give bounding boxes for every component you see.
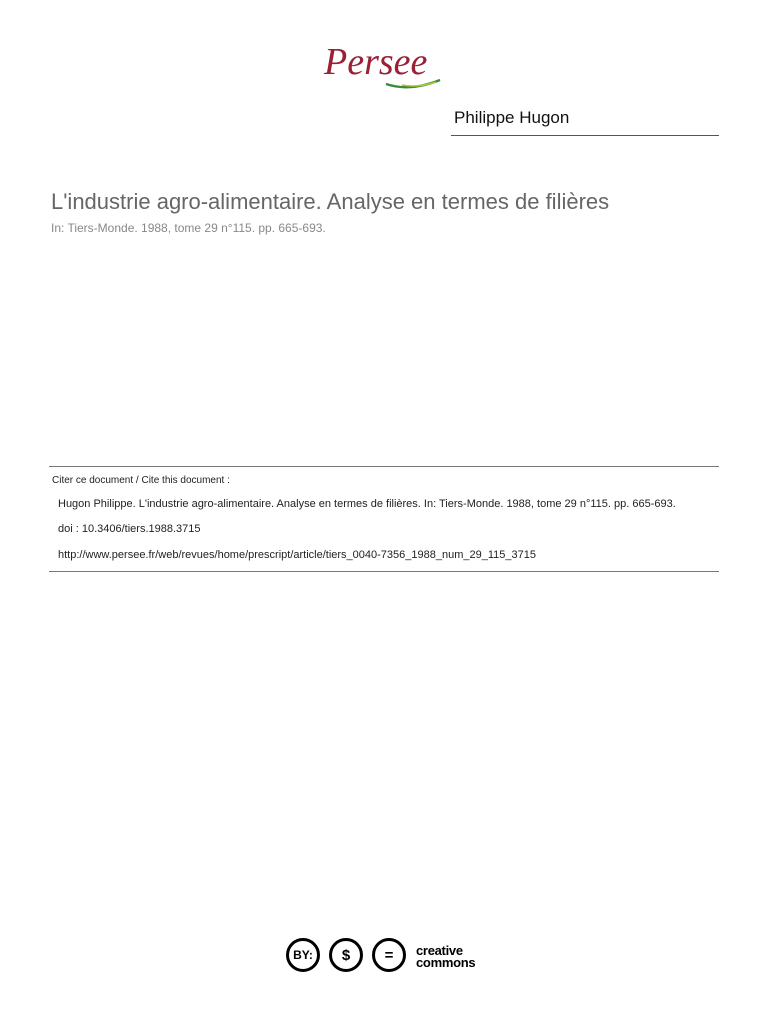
citation-url[interactable]: http://www.persee.fr/web/revues/home/prescript/article/tiers_0040-7356_1988_num_29_115_3715 bbox=[58, 549, 536, 561]
logo-text: Persee bbox=[324, 41, 428, 83]
author-name: Philippe Hugon bbox=[454, 108, 570, 127]
cc-noderivatives-icon: = bbox=[372, 938, 406, 972]
citation-reference: Hugon Philippe. L'industrie agro-alimentaire. Analyse en termes de filières. In: Tiers-Monde. 1988, tome 29 n°115. pp. 665-693. bbox=[58, 498, 676, 510]
article-title: L'industrie agro-alimentaire. Analyse en termes de filières bbox=[51, 189, 610, 214]
citation-heading: Citer ce document / Cite this document : bbox=[52, 475, 230, 486]
citation-doi[interactable]: doi : 10.3406/tiers.1988.3715 bbox=[58, 523, 201, 535]
citation-box bbox=[49, 466, 719, 572]
article-source: In: Tiers-Monde. 1988, tome 29 n°115. pp. 665-693. bbox=[51, 221, 326, 235]
cc-word-creative: creative bbox=[416, 943, 463, 958]
persee-logo bbox=[318, 40, 448, 96]
cc-word-commons: commons bbox=[416, 955, 476, 970]
creative-commons-badge[interactable] bbox=[286, 936, 486, 978]
cc-noncommercial-icon: $ bbox=[329, 938, 363, 972]
author-divider bbox=[451, 135, 719, 136]
cc-by-icon: BY: bbox=[286, 938, 320, 972]
